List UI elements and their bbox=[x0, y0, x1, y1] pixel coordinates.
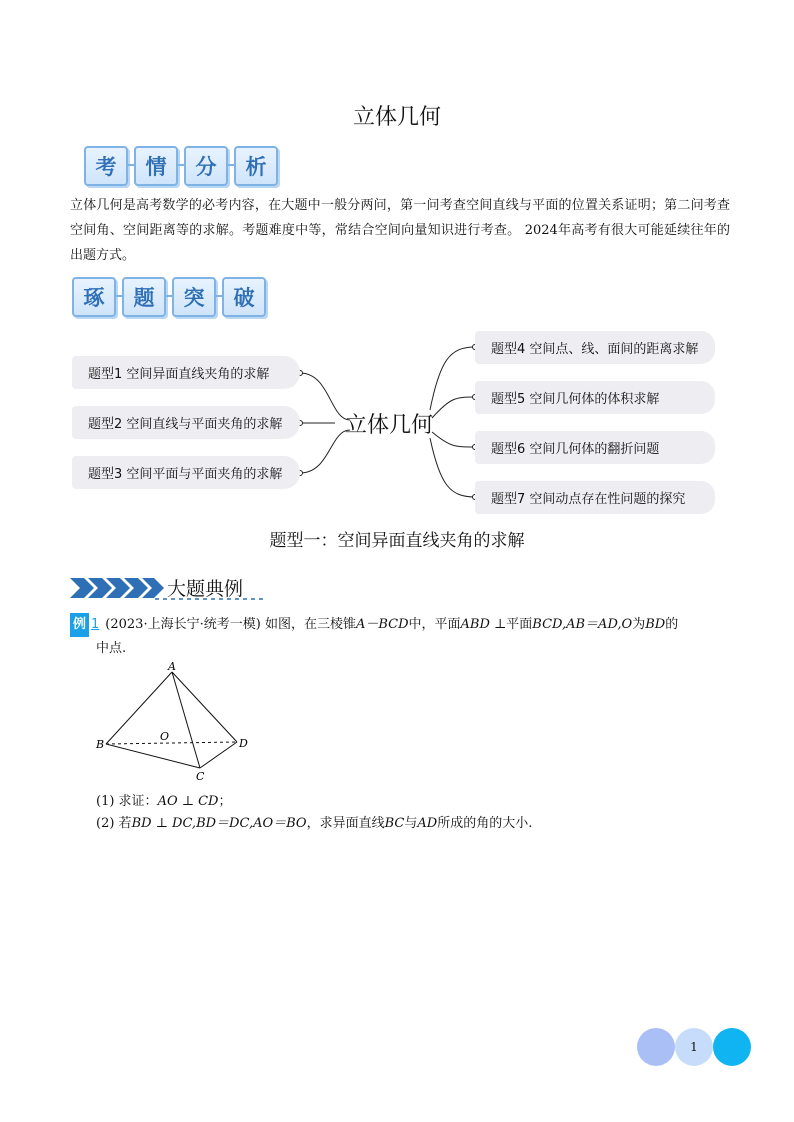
question-2 bbox=[96, 812, 532, 831]
example-number: 1 bbox=[91, 617, 100, 632]
label-a: A bbox=[168, 660, 176, 673]
example-expr1: A－BCD bbox=[355, 617, 409, 632]
mindmap-item-type3: 题型3 空间平面与平面夹角的求解 bbox=[72, 456, 300, 489]
q2-bc: BC bbox=[384, 816, 405, 831]
badge-ti: 题 bbox=[122, 277, 166, 317]
q1-expr: AO ⊥ CD bbox=[157, 794, 219, 809]
q2-prefix: (2) 若 bbox=[96, 816, 132, 831]
label-c: C bbox=[196, 770, 205, 783]
page-number bbox=[675, 1028, 713, 1066]
q2-and: 与 bbox=[404, 816, 418, 831]
q2-end: 所成的角的大小. bbox=[437, 816, 533, 831]
mindmap-item-type5: 题型5 空间几何体的体积求解 bbox=[475, 381, 715, 414]
example-expr3: BCD,AB＝AD,O bbox=[532, 617, 633, 632]
example-line2: 中点. bbox=[96, 641, 127, 656]
breakthrough-badge-row bbox=[72, 277, 266, 317]
header-underline bbox=[155, 596, 265, 602]
q2-expr: BD ⊥ DC,BD＝DC,AO＝BO bbox=[131, 816, 307, 831]
section-title: 题型一：空间异面直线夹角的求解 bbox=[269, 531, 525, 551]
q2-mid: ，求异面直线 bbox=[306, 816, 385, 831]
mindmap-item-type2: 题型2 空间直线与平面夹角的求解 bbox=[72, 406, 300, 439]
mindmap-item-type1: 题型1 空间异面直线夹角的求解 bbox=[72, 356, 300, 389]
badge-po: 破 bbox=[222, 277, 266, 317]
example-source: (2023·上海长宁·统考一模) bbox=[105, 617, 261, 632]
mindmap-item-type6: 题型6 空间几何体的翻折问题 bbox=[475, 431, 715, 464]
label-b: B bbox=[96, 738, 105, 751]
q2-ad: AD bbox=[417, 816, 438, 831]
example-text-d: 为 bbox=[632, 617, 646, 632]
page-number-text: 1 bbox=[690, 1040, 698, 1054]
mindmap-item-type4: 题型4 空间点、线、面间的距离求解 bbox=[475, 331, 715, 364]
badge-xi: 析 bbox=[234, 146, 278, 186]
example-header: 大题典例 bbox=[167, 578, 244, 600]
example-text-e: 的 bbox=[665, 617, 679, 632]
question-1 bbox=[96, 790, 231, 809]
analysis-paragraph: 立体几何是高考数学的必考内容，在大题中一般分两问，第一问考查空间直线与平面的位置关系证明；第二问考查空间角、空间距离等的求解。考题难度中等，常结合空间向量知识进行考查。 2024年高考有很大可能延续往年的出题方式。 bbox=[70, 198, 730, 263]
badge-zhuo: 琢 bbox=[72, 277, 116, 317]
example-expr2: ABD ⊥ bbox=[460, 617, 507, 632]
chevron-arrows-icon bbox=[70, 576, 165, 600]
q1-prefix: (1) 求证： bbox=[96, 794, 158, 809]
page-title: 立体几何 bbox=[352, 105, 441, 130]
mindmap-center: 立体几何 bbox=[345, 413, 434, 438]
example-tag: 例 bbox=[70, 613, 89, 637]
label-o: O bbox=[160, 730, 170, 743]
example-text-b: 中，平面 bbox=[408, 617, 461, 632]
page-circle-left bbox=[637, 1028, 675, 1066]
tetrahedron-figure bbox=[92, 660, 262, 785]
badge-kao: 考 bbox=[84, 146, 128, 186]
example-expr4: BD bbox=[645, 617, 666, 632]
example-problem bbox=[70, 613, 730, 661]
badge-qing: 情 bbox=[134, 146, 178, 186]
label-d: D bbox=[239, 737, 248, 750]
badge-tu: 突 bbox=[172, 277, 216, 317]
example-text-a: 如图，在三棱锥 bbox=[264, 617, 356, 632]
mindmap-item-type7: 题型7 空间动点存在性问题的探究 bbox=[475, 481, 715, 514]
analysis-badge-row bbox=[84, 146, 278, 186]
example-text-c: 平面 bbox=[506, 617, 533, 632]
page-circle-right bbox=[713, 1028, 751, 1066]
badge-fen: 分 bbox=[184, 146, 228, 186]
q1-suffix: ； bbox=[218, 794, 232, 809]
